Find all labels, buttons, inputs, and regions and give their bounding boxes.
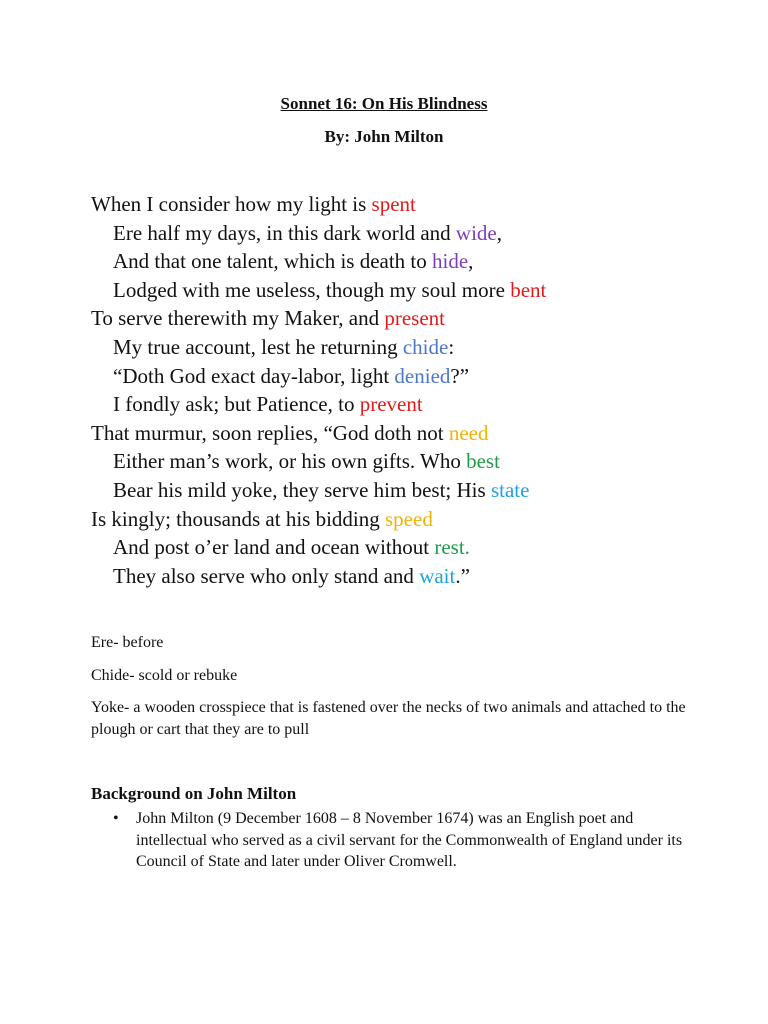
poem-line bbox=[91, 190, 731, 219]
poem-line bbox=[91, 419, 731, 448]
poem-line bbox=[91, 276, 731, 305]
highlighted-word: best bbox=[466, 449, 500, 474]
poem-line bbox=[91, 562, 731, 591]
poem-line-text: Is kingly; thousands at his bidding bbox=[91, 506, 385, 531]
poem-line-text: To serve therewith my Maker, and bbox=[91, 306, 385, 331]
bullet-icon: • bbox=[113, 810, 119, 827]
poem-line-text: “Doth God exact day-labor, light bbox=[113, 363, 395, 388]
poem-line-punctuation: , bbox=[468, 249, 474, 274]
glossary-ere: Ere- before bbox=[91, 634, 164, 651]
poem-body bbox=[91, 190, 731, 590]
highlighted-word: need bbox=[448, 420, 489, 445]
poem-line bbox=[91, 533, 731, 562]
poem-line-punctuation: .” bbox=[455, 563, 470, 588]
highlighted-word: spent bbox=[371, 192, 416, 216]
poem-line bbox=[91, 333, 731, 362]
poem-line bbox=[91, 447, 731, 476]
poem-line-text: My true account, lest he returning bbox=[113, 334, 403, 359]
poem-line-text: That murmur, soon replies, “God doth not bbox=[91, 420, 449, 445]
poem-line-punctuation: ?” bbox=[450, 363, 470, 388]
background-list bbox=[91, 808, 691, 873]
highlighted-word: chide bbox=[402, 334, 449, 359]
poem-line-text: When I consider how my light is bbox=[91, 192, 372, 216]
poem-line-text: And that one talent, which is death to bbox=[113, 249, 433, 274]
poem-title: Sonnet 16: On His Blindness bbox=[280, 94, 488, 113]
poem-line bbox=[91, 219, 731, 248]
poem-line-punctuation: : bbox=[448, 334, 455, 359]
poem-line-text: Ere half my days, in this dark world and bbox=[113, 220, 456, 245]
highlighted-word: rest. bbox=[434, 535, 470, 560]
background-heading: Background on John Milton bbox=[91, 784, 297, 803]
poem-line-text: I fondly ask; but Patience, to bbox=[113, 392, 360, 417]
poem-line-text: Lodged with me useless, though my soul more bbox=[113, 277, 511, 302]
poem-line bbox=[91, 505, 731, 534]
background-list-text: John Milton (9 December 1608 – 8 November 1674) was an English poet and intellectual who served as a civil servant for the Commonwealth of England under its Council of State and later under Oliver Cromwell. bbox=[136, 810, 683, 870]
highlighted-word: speed bbox=[385, 506, 433, 531]
poem-line-text: And post o’er land and ocean without bbox=[113, 535, 435, 560]
poem-line-text: They also serve who only stand and bbox=[113, 563, 420, 588]
highlighted-word: bent bbox=[510, 277, 547, 302]
highlighted-word: hide bbox=[432, 249, 469, 274]
poem-line-text: Bear his mild yoke, they serve him best; His bbox=[113, 477, 491, 502]
highlighted-word: state bbox=[490, 477, 530, 502]
background-list-item bbox=[91, 808, 691, 873]
highlighted-word: present bbox=[384, 306, 445, 331]
glossary-yoke: Yoke- a wooden crosspiece that is fastened over the necks of two animals and attached to the plough or cart that they are to pull bbox=[91, 699, 686, 738]
poem-line-text: Either man’s work, or his own gifts. Who bbox=[113, 449, 467, 474]
highlighted-word: wide bbox=[455, 220, 497, 245]
poem-line bbox=[91, 390, 731, 419]
poem-author: By: John Milton bbox=[324, 127, 444, 146]
poem-line-punctuation: , bbox=[496, 220, 502, 245]
highlighted-word: wait bbox=[419, 563, 456, 588]
highlighted-word: denied bbox=[394, 363, 451, 388]
glossary-chide: Chide- scold or rebuke bbox=[91, 667, 238, 684]
highlighted-word: prevent bbox=[359, 392, 423, 417]
poem-line bbox=[91, 476, 731, 505]
poem-line bbox=[91, 304, 731, 333]
poem-line bbox=[91, 247, 731, 276]
poem-line bbox=[91, 362, 731, 391]
